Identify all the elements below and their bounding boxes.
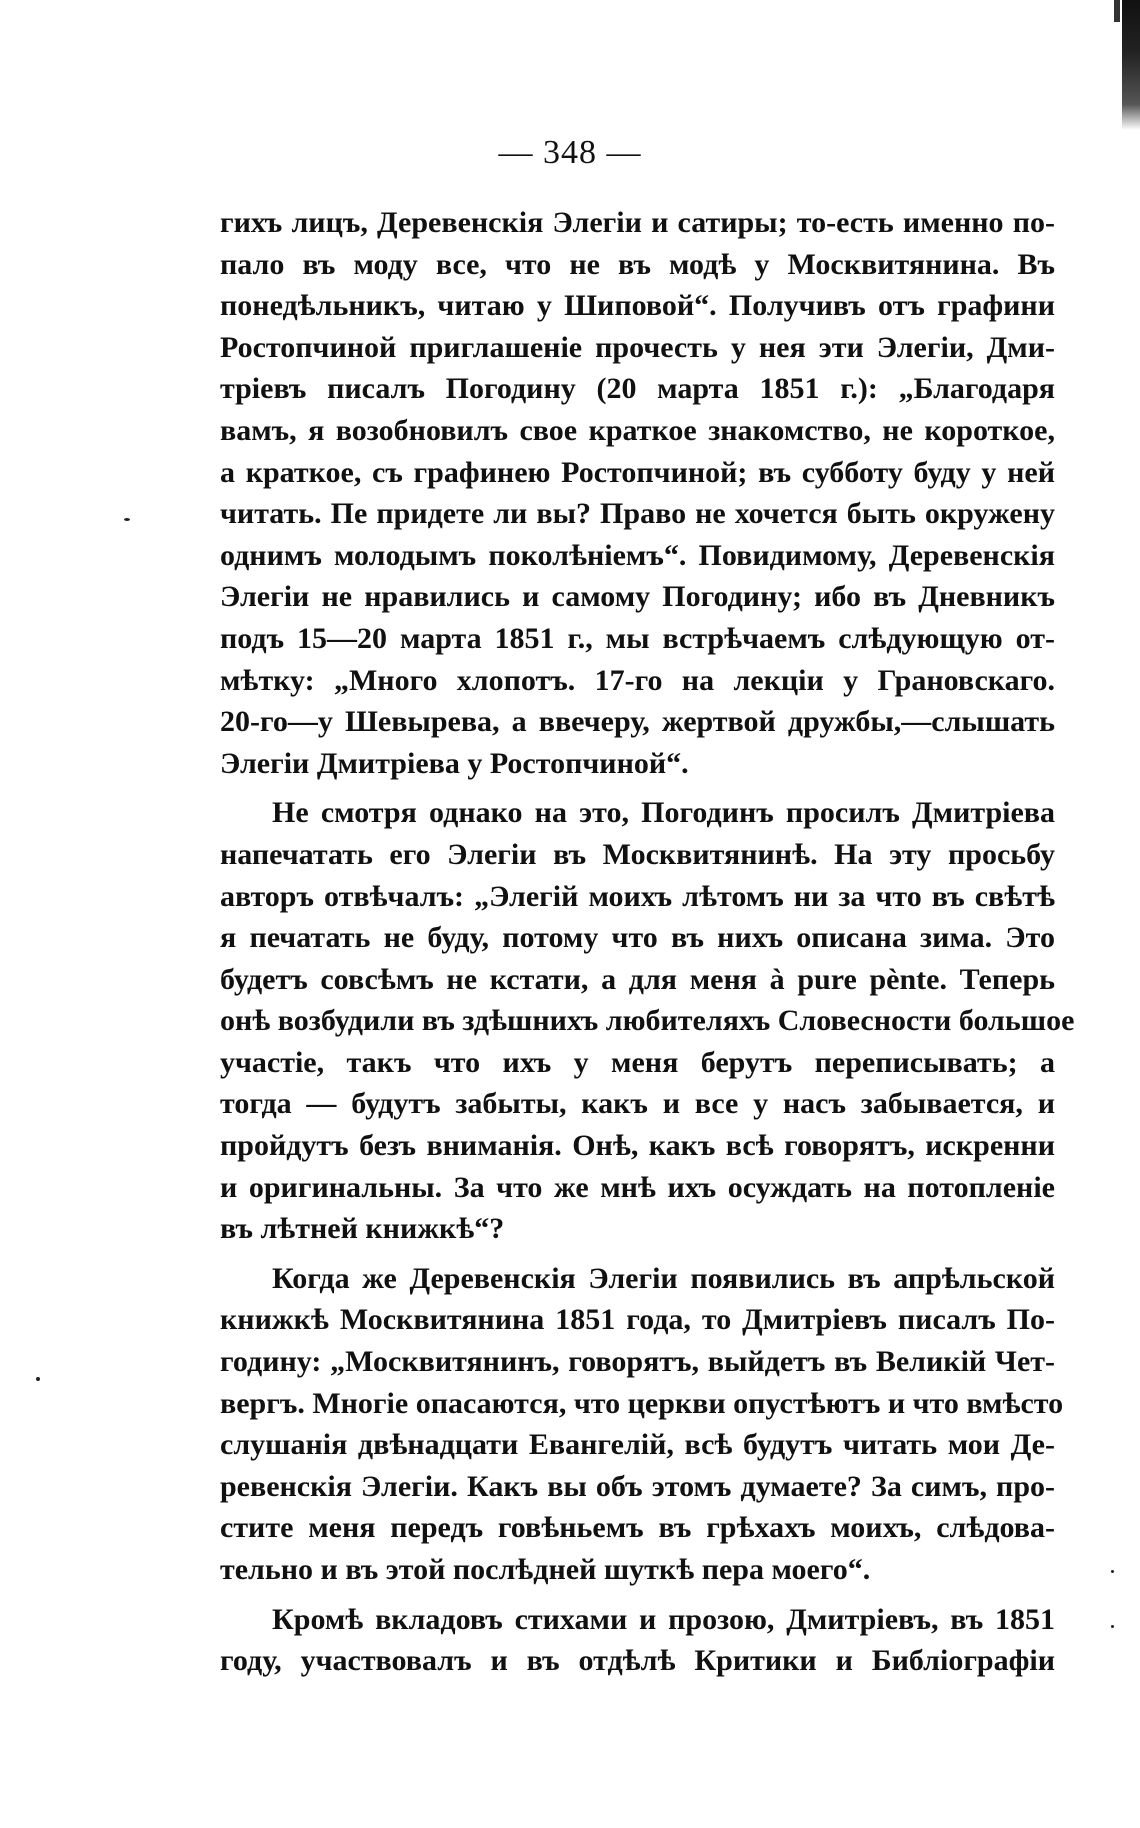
text-line: ревенскія Элегіи. Какъ вы объ этомъ думаете? За симъ, про- [220, 1469, 1055, 1503]
text-line: я печатать не буду, потому что въ нихъ описана зима. Это [220, 921, 1055, 955]
text-line: въ лѣтней книжкѣ“? [220, 1212, 505, 1246]
text-line: читать. Пе придете ли вы? Право не хочется быть окружену [220, 497, 1055, 531]
scan-speck [1111, 1570, 1114, 1573]
text-line: вергъ. Многіе опасаются, что церкви опустѣютъ и что вмѣсто [220, 1386, 1064, 1420]
text-line: вамъ, я возобновилъ свое краткое знакомство, не короткое, [220, 413, 1055, 447]
text-line: а краткое, съ графинею Ростопчиной; въ субботу буду у ней [220, 455, 1055, 489]
scan-speck [36, 1377, 40, 1381]
text-line: тріевъ писалъ Погодину (20 марта 1851 г.): „Благодаря [220, 372, 1055, 406]
text-line: тельно и въ этой послѣдней шуткѣ пера моего“. [220, 1553, 871, 1586]
paragraph [220, 1599, 1055, 1682]
text-line: и оригинальны. За что же мнѣ ихъ осуждать на потопленіе [220, 1170, 1055, 1204]
scan-edge-mark [1122, 0, 1140, 130]
text-line: авторъ отвѣчалъ: „Элегій моихъ лѣтомъ ни за что въ свѣтѣ [220, 879, 1055, 913]
text-line: пройдутъ безъ вниманія. Онѣ, какъ всѣ говорятъ, искренни [220, 1129, 1055, 1163]
text-line: подъ 15—20 марта 1851 г., мы встрѣчаемъ слѣдующую от- [220, 621, 1055, 655]
text-line: гихъ лицъ, Деревенскія Элегіи и сатиры; то-есть именно по- [220, 206, 1055, 239]
text-line: участіе, такъ что ихъ у меня берутъ переписывать; а [220, 1045, 1055, 1079]
text-line: годину: „Москвитянинъ, говорятъ, выйдетъ въ Великій Чет- [220, 1345, 1055, 1379]
text-line: пало въ моду все, что не въ модѣ у Москвитянина. Въ [220, 247, 1055, 281]
text-line: онѣ возбудили въ здѣшнихъ любителяхъ Словесности большое [220, 1004, 1075, 1038]
body-text [220, 202, 1075, 1682]
paragraph [220, 792, 1075, 1250]
text-line: мѣтку: „Много хлопотъ. 17-го на лекціи у Грановскаго. [220, 663, 1055, 697]
text-line: Когда же Деревенскія Элегіи появились въ апрѣльской [272, 1261, 1055, 1295]
paragraph [220, 1258, 1064, 1591]
text-line: году, участвовалъ и въ отдѣлѣ Критики и Библіографіи [220, 1644, 1055, 1678]
text-line: однимъ молодымъ поколѣніемъ“. Повидимому, Деревенскія [220, 538, 1055, 572]
text-line: Элегіи не нравились и самому Погодину; ибо въ Дневникъ [220, 580, 1055, 614]
paragraph-gap [220, 1250, 1055, 1258]
text-line: стите меня передъ говѣньемъ въ грѣхахъ моихъ, слѣдова- [220, 1511, 1055, 1545]
text-line: 20-го—у Шевырева, а ввечеру, жертвой дружбы,—слышать [220, 705, 1055, 739]
text-line: будетъ совсѣмъ не кстати, а для меня à pure pènte. Теперь [220, 962, 1055, 996]
scan-edge-mark-small [1114, 0, 1120, 22]
scan-speck [1111, 1625, 1114, 1628]
page-number: — 348 — [498, 134, 642, 171]
scan-speck [124, 518, 130, 521]
paragraph-gap [220, 1591, 1055, 1599]
paragraph [220, 202, 1055, 784]
text-line: книжкѣ Москвитянина 1851 года, то Дмитріевъ писалъ По- [220, 1303, 1055, 1337]
text-line: понедѣльникъ, читаю у Шиповой“. Получивъ отъ графини [220, 289, 1055, 323]
text-line: тогда — будутъ забыты, какъ и все у насъ забывается, и [220, 1087, 1055, 1121]
text-line: слушанія двѣнадцати Евангелій, всѣ будутъ читать мои Де- [220, 1428, 1055, 1462]
text-line: Кромѣ вкладовъ стихами и прозою, Дмитріевъ, въ 1851 [272, 1602, 1055, 1636]
text-line: Не смотря однако на это, Погодинъ просилъ Дмитріева [272, 796, 1055, 830]
paragraph-gap [220, 784, 1055, 792]
text-line: Ростопчиной приглашеніе прочесть у нея эти Элегіи, Дми- [220, 330, 1055, 364]
text-line: напечатать его Элегіи въ Москвитянинѣ. На эту просьбу [220, 837, 1055, 871]
text-line: Элегіи Дмитріева у Ростопчиной“. [220, 746, 689, 780]
